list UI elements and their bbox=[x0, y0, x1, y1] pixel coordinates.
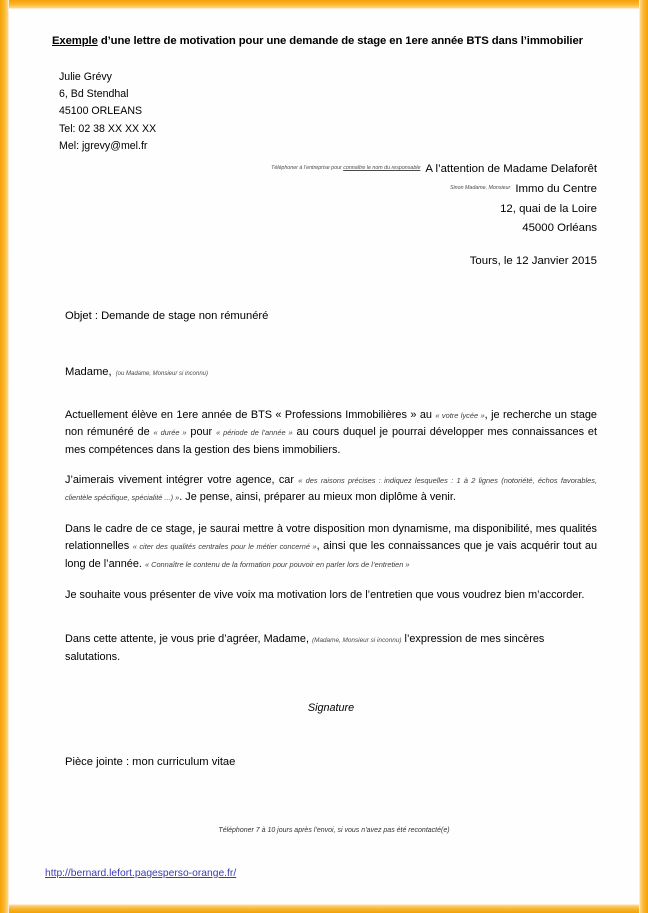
body-paragraph-2 bbox=[65, 472, 597, 507]
body-paragraph-1 bbox=[65, 407, 597, 459]
footer-advice-text: Téléphoner 7 à 10 jours après l’envoi, si vous n’avez pas été recontacté(e) bbox=[218, 827, 450, 834]
frame-border-top bbox=[0, 0, 648, 9]
sender-address-block bbox=[59, 69, 156, 155]
recipient-street: 12, quai de la Loire bbox=[500, 202, 597, 215]
annotation-closing-salutation: (Madame, Monsieur si inconnu) bbox=[312, 637, 402, 644]
para3-part1: Dans le cadre de ce stage, je saurai mettre à votre disposition mon dynamisme, ma disponibilité, mes qualités relationnelles bbox=[65, 523, 597, 553]
annotation-call-company bbox=[271, 165, 425, 171]
para1-placeholder-duration: « durée » bbox=[153, 428, 187, 438]
para3-part2: , ainsi que les connaissances que je vais acquérir tout au long de l’année. bbox=[65, 540, 597, 570]
para2-part2: . Je pense, ainsi, préparer au mieux mon diplôme à venir. bbox=[179, 491, 456, 504]
recipient-attention-line bbox=[271, 159, 597, 179]
para3-placeholder-training: « Connaître le contenu de la formation pour pouvoir en parler lors de l’entretien » bbox=[144, 559, 410, 569]
para1-part2: , je recherche un stage non rémunéré de bbox=[65, 409, 597, 439]
signature-text: Signature bbox=[307, 702, 355, 714]
page-title-rest: d’une lettre de motivation pour une demande de stage en 1ere année BTS dans l’immobilier bbox=[97, 35, 583, 47]
recipient-company-line bbox=[271, 179, 597, 199]
para5-part1: Dans cette attente, je vous prie d’agréer, Madame, bbox=[65, 633, 312, 645]
sender-email: Mel: jgrevy@mel.fr bbox=[59, 139, 148, 152]
recipient-city: 45000 Orléans bbox=[522, 222, 597, 235]
para1-part1: Actuellement élève en 1ere année de BTS « Professions Immobilières » au bbox=[65, 409, 436, 421]
sender-phone: Tel: 02 38 XX XX XX bbox=[59, 122, 157, 135]
document-sheet bbox=[9, 9, 639, 904]
date-line: Tours, le 12 Janvier 2015 bbox=[469, 255, 597, 267]
annotation-otherwise-madam-sir: Sinon Madame, Monsieur bbox=[449, 185, 511, 192]
para2-part1: J’aimerais vivement intégrer votre agence, car bbox=[65, 474, 299, 486]
annotation-call-company-text: Téléphoner à l’entreprise pour bbox=[271, 165, 344, 171]
para3-placeholder-qualities: « citer des qualités centrales pour le métier concerné » bbox=[132, 542, 317, 552]
frame-border-bottom bbox=[0, 904, 648, 913]
para1-part4: au cours duquel je pourrai développer mes connaissances et mes compétences dans la gestion des biens immobiliers. bbox=[65, 426, 597, 456]
body-paragraph-5 bbox=[65, 631, 597, 667]
source-url-link[interactable]: http://bernard.lefort.pagesperso-orange.fr/ bbox=[45, 868, 237, 879]
body-paragraph-3 bbox=[65, 521, 597, 573]
recipient-address-block bbox=[271, 159, 597, 239]
frame-border-right bbox=[639, 0, 648, 913]
page-title-keyword: Exemple bbox=[52, 35, 98, 47]
para1-placeholder-period: « période de l’année » bbox=[216, 428, 293, 438]
annotation-call-company-underlined: connaître le nom du responsable bbox=[343, 165, 421, 171]
recipient-company: Immo du Centre bbox=[515, 183, 597, 196]
footer-advice-note bbox=[9, 827, 639, 834]
sender-name: Julie Grévy bbox=[59, 71, 112, 83]
para2-placeholder-reasons: « des raisons précises : indiquez lesquelles : 1 à 2 lignes (notoriété, échos favorables, clientèle spécifique, spécialité ...) » bbox=[65, 476, 597, 503]
para1-placeholder-school: « votre lycée » bbox=[435, 411, 485, 420]
para1-part3: pour bbox=[186, 426, 217, 439]
subject-line: Objet : Demande de stage non rémunéré bbox=[65, 310, 269, 322]
annotation-salutation: (ou Madame, Monsieur si inconnu) bbox=[115, 371, 209, 377]
frame-border-left bbox=[0, 0, 9, 913]
page-title bbox=[52, 35, 583, 47]
para5-part2: l’expression de mes sincères salutations. bbox=[65, 633, 545, 664]
salutation-line bbox=[65, 366, 208, 378]
signature-label bbox=[9, 702, 639, 714]
salutation-text: Madame, bbox=[65, 366, 112, 378]
recipient-attention-text: A l’attention de Madame Delaforêt bbox=[425, 162, 597, 175]
sender-street: 6, Bd Stendhal bbox=[59, 88, 129, 101]
sender-city: 45100 ORLEANS bbox=[59, 105, 143, 118]
body-paragraph-4: Je souhaite vous présenter de vive voix ma motivation lors de l’entretien que vous voudrez bien m’accorder. bbox=[65, 589, 585, 601]
attachment-line: Pièce jointe : mon curriculum vitae bbox=[65, 756, 236, 768]
